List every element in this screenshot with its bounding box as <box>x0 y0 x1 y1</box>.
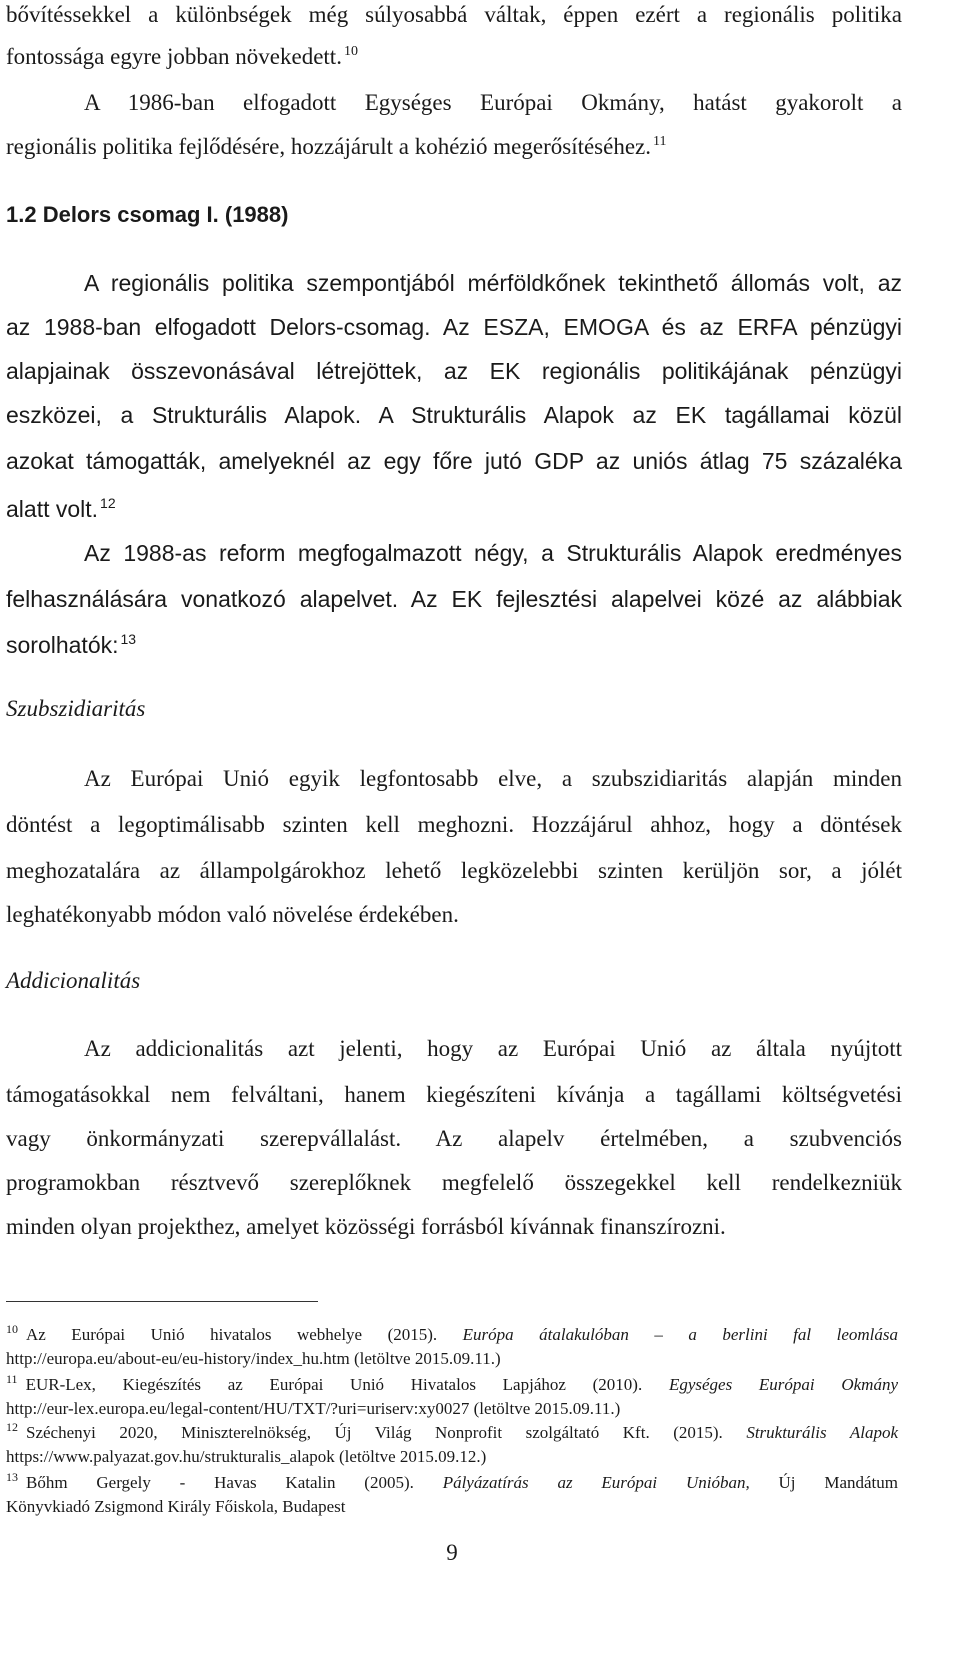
footnote-title: Egységes Európai Okmány <box>668 1375 899 1394</box>
body-line: minden olyan projekthez, amelyet közösségi forrásból kívánnak finanszírozni. <box>6 1214 726 1239</box>
footnote-number: 13 <box>6 1470 18 1485</box>
body-line: leghatékonyabb módon való növelése érdekében. <box>6 902 459 927</box>
body-line: meghozatalára az állampolgárokhoz lehető legközelebbi szinten kerüljön sor, a jólét <box>6 858 902 883</box>
footnote-text: Bőhm Gergely - Havas Katalin (2005). <box>26 1473 414 1492</box>
footnote-ref[interactable]: 13 <box>120 631 137 648</box>
body-line: A 1986-ban elfogadott Egységes Európai Okmány, hatást gyakorolt a <box>84 90 902 115</box>
footnote-10-line2[interactable]: http://europa.eu/about-eu/eu-history/index_hu.htm (letöltve 2015.09.11.) <box>6 1349 501 1368</box>
body-line: Az Európai Unió egyik legfontosabb elve, a szubszidiaritás alapján minden <box>84 766 902 791</box>
body-text: sorolhatók: <box>6 632 119 658</box>
footnote-12 <box>6 1422 898 1444</box>
footnote-text: Széchenyi 2020, Miniszterelnökség, Új Világ Nonprofit szolgáltató Kft. (2015). <box>26 1423 723 1442</box>
body-line: döntést a legoptimálisabb szinten kell meghozni. Hozzájárul ahhoz, hogy a döntések <box>6 812 902 837</box>
body-text: fontossága egyre jobban növekedett. <box>6 44 342 69</box>
subheading-addicionalitas: Addicionalitás <box>6 968 141 993</box>
footnote-number: 12 <box>6 1420 18 1435</box>
body-line <box>6 132 902 162</box>
footnote-title: Pályázatírás az Európai Unióban, <box>442 1473 750 1492</box>
body-line: támogatásokkal nem felváltani, hanem kiegészíteni kívánja a tagállami költségvetési <box>6 1082 902 1107</box>
footnote-11 <box>6 1374 898 1396</box>
footnote-10 <box>6 1324 898 1346</box>
body-line: az 1988-ban elfogadott Delors-csomag. Az ESZA, EMOGA és az ERFA pénzügyi <box>6 314 902 340</box>
footnote-ref[interactable]: 11 <box>653 134 667 150</box>
body-line <box>6 494 902 524</box>
footnote-13-line2: Könyvkiadó Zsigmond Király Főiskola, Budapest <box>6 1497 346 1516</box>
footnote-text: Az Európai Unió hivatalos webhelye (2015). <box>26 1325 438 1344</box>
footnote-number: 11 <box>6 1372 18 1387</box>
body-line: Az addicionalitás azt jelenti, hogy az Európai Unió az általa nyújtott <box>84 1036 902 1061</box>
body-line <box>6 42 902 72</box>
footnote-separator <box>6 1301 318 1302</box>
footnote-text: Új Mandátum <box>778 1473 899 1492</box>
section-heading: 1.2 Delors csomag I. (1988) <box>6 202 289 227</box>
body-line: A regionális politika szempontjából mérföldkőnek tekinthető állomás volt, az <box>84 270 902 296</box>
footnote-12-line2[interactable]: https://www.palyazat.gov.hu/strukturalis_alapok (letöltve 2015.09.12.) <box>6 1447 487 1466</box>
footnote-text: EUR-Lex, Kiegészítés az Európai Unió Hivatalos Lapjához (2010). <box>25 1375 643 1394</box>
body-line: eszközei, a Strukturális Alapok. A Strukturális Alapok az EK tagállamai közül <box>6 402 902 428</box>
subheading-szubszidiaritas: Szubszidiaritás <box>6 696 146 721</box>
body-line: alapjainak összevonásával létrejöttek, az EK regionális politikájának pénzügyi <box>6 358 902 384</box>
footnote-13 <box>6 1472 898 1494</box>
footnote-title: Európa átalakulóban – a berlini fal leomlása <box>462 1325 898 1344</box>
body-line: programokban résztvevő szereplőknek megfelelő összegekkel kell rendelkezniük <box>6 1170 902 1195</box>
body-text: alatt volt. <box>6 496 99 522</box>
body-text: regionális politika fejlődésére, hozzájárult a kohézió megerősítéséhez. <box>6 134 652 159</box>
body-line: vagy önkormányzati szerepvállalást. Az alapelv értelmében, a szubvenciós <box>6 1126 902 1151</box>
body-line: Az 1988-as reform megfogalmazott négy, a Strukturális Alapok eredményes <box>84 540 902 566</box>
footnote-ref[interactable]: 12 <box>100 495 116 512</box>
body-line: felhasználására vonatkozó alapelvet. Az EK fejlesztési alapelvei közé az alábbiak <box>6 586 902 612</box>
page-number: 9 <box>446 1540 458 1565</box>
footnote-ref[interactable]: 10 <box>343 44 358 60</box>
body-line: bővítéssekkel a különbségek még súlyosabbá váltak, éppen ezért a regionális politika <box>6 2 902 27</box>
body-line: azokat támogatták, amelyeknél az egy főre jutó GDP az uniós átlag 75 százaléka <box>6 448 902 474</box>
footnote-11-line2[interactable]: http://eur-lex.europa.eu/legal-content/HU/TXT/?uri=uriserv:xy0027 (letöltve 2015.09.11.) <box>6 1399 621 1418</box>
footnote-number: 10 <box>6 1322 18 1337</box>
body-line <box>6 630 902 660</box>
footnote-title: Strukturális Alapok <box>746 1423 898 1442</box>
